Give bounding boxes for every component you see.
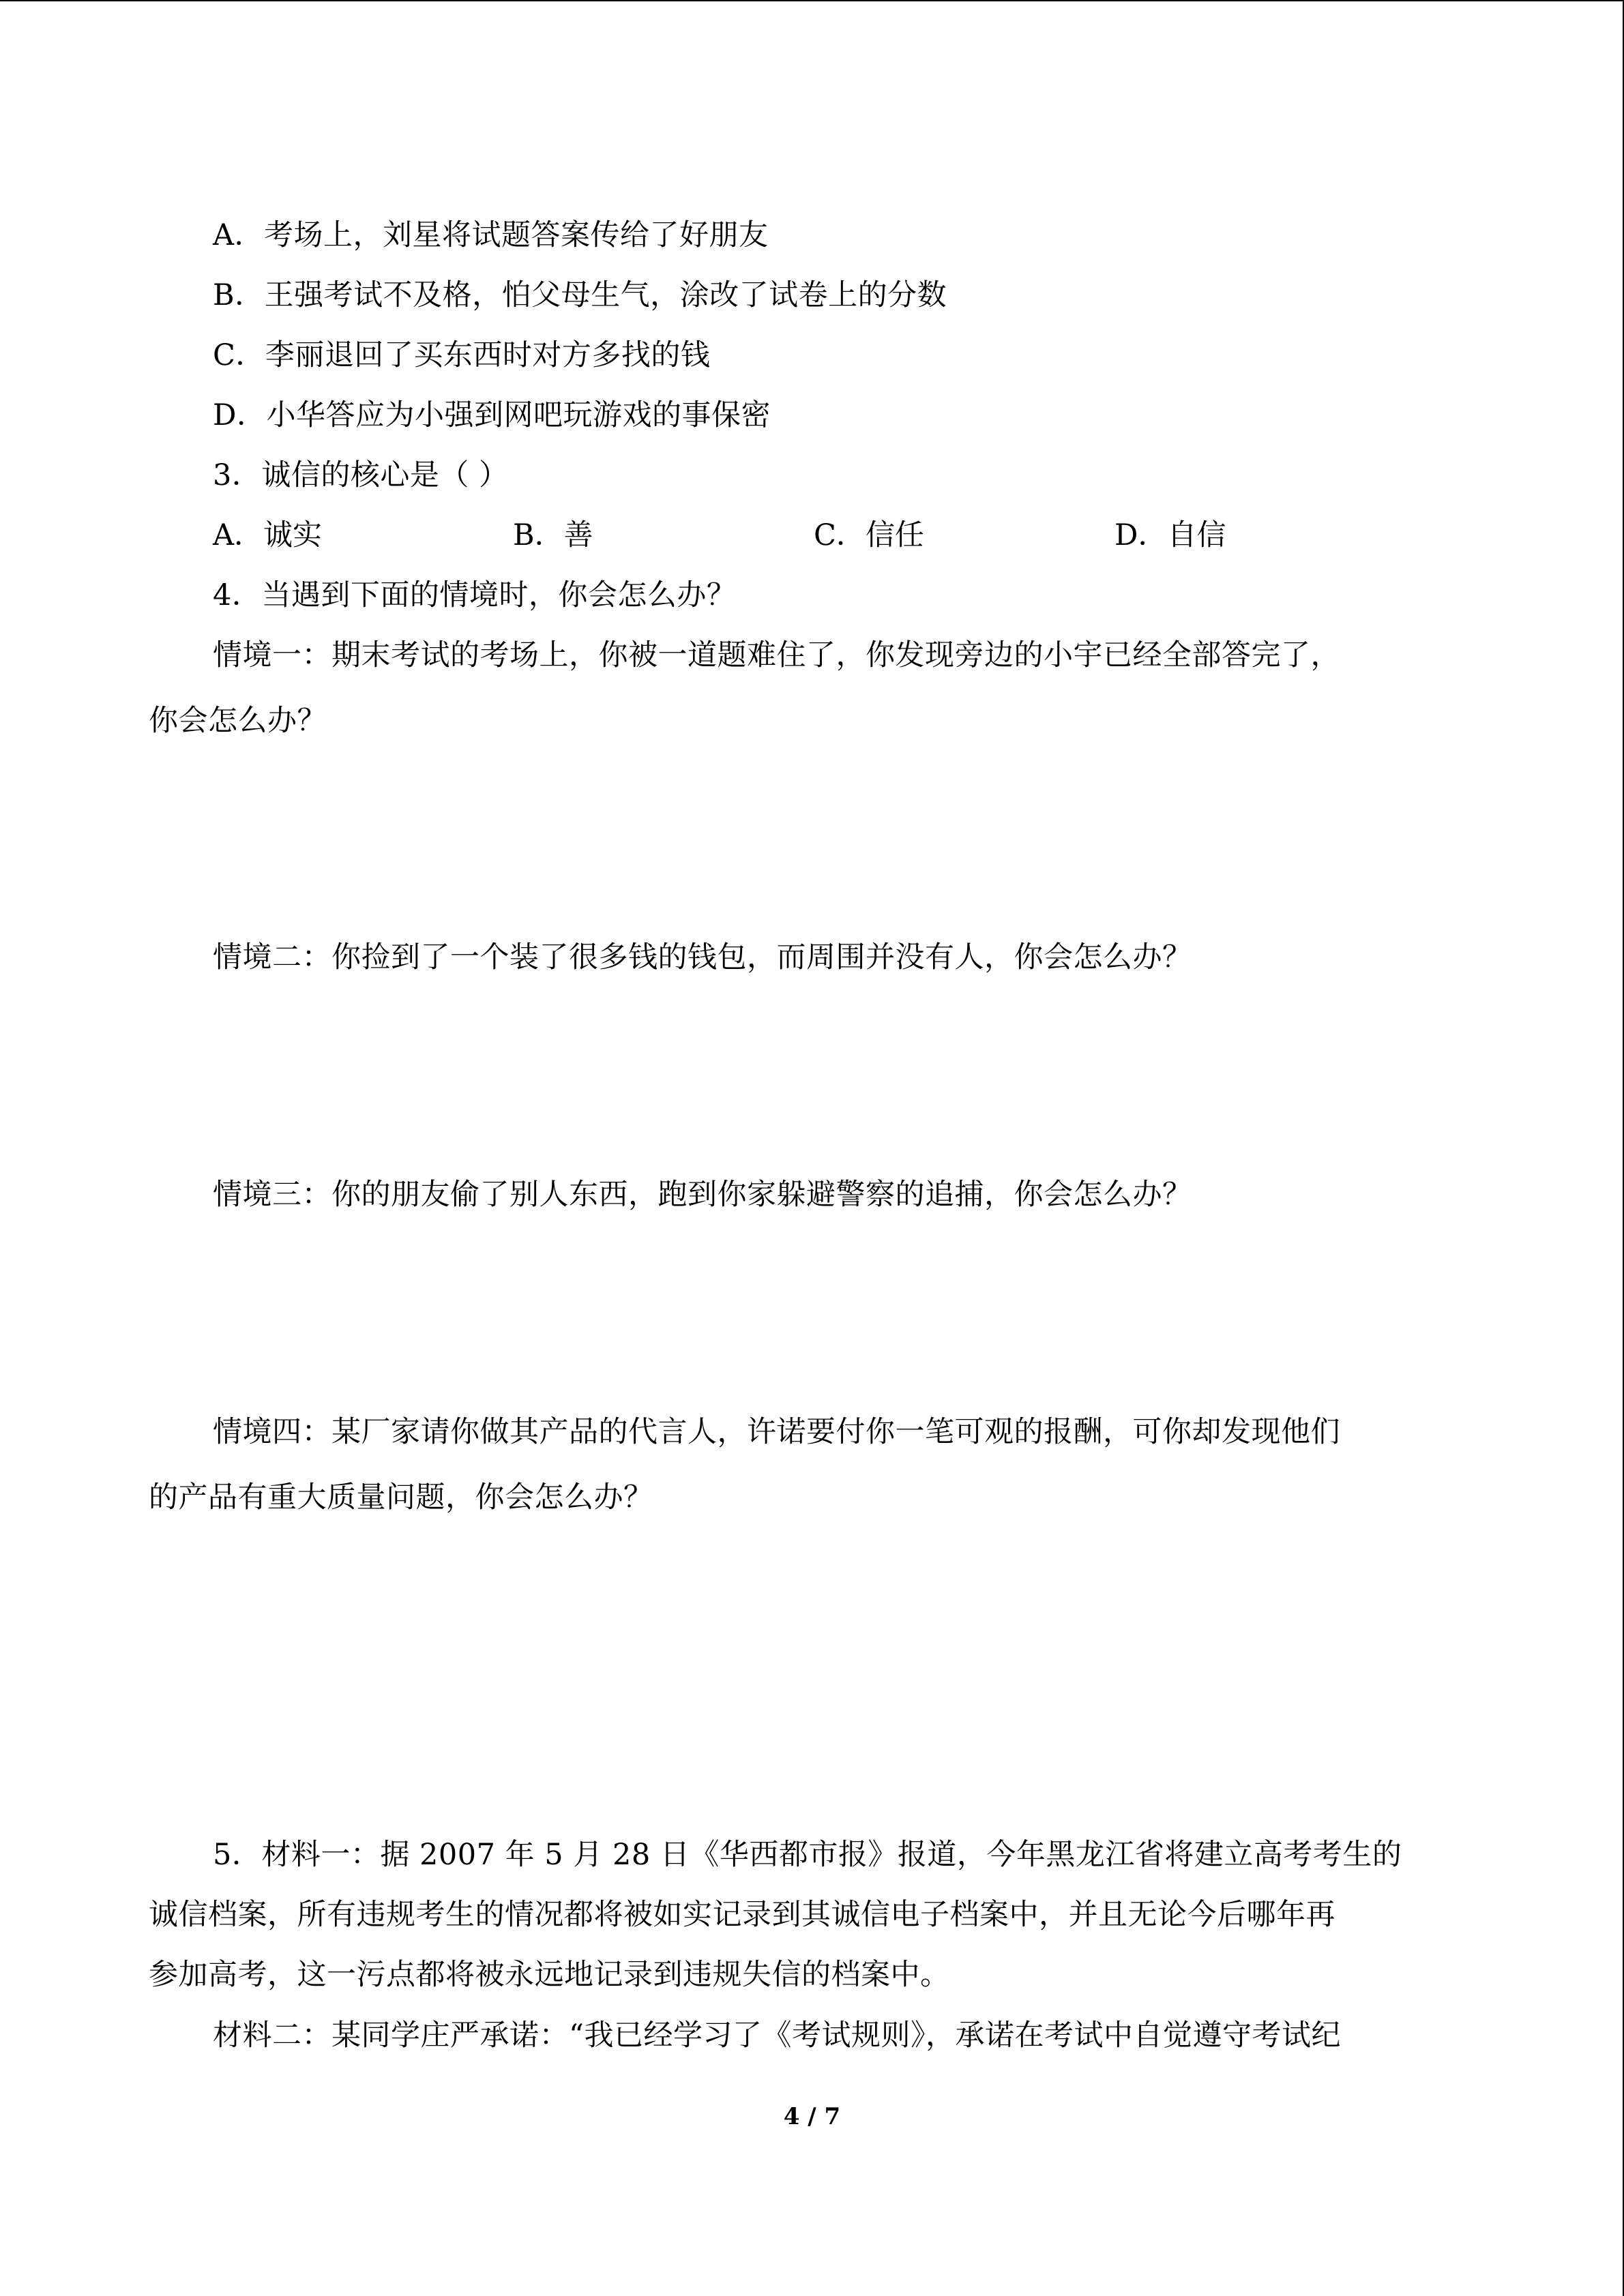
q3-stem: 3．诚信的核心是（ ） (213, 458, 509, 492)
q3-option-a: A．诚实 (213, 518, 323, 552)
q4-scenario1-line1: 情境一：期末考试的考场上，你被一道题难住了，你发现旁边的小宇已经全部答完了， (213, 638, 1340, 672)
q5-material2-line1: 材料二：某同学庄严承诺：“我已经学习了《考试规则》，承诺在考试中自觉遵守考试纪 (213, 2018, 1341, 2053)
q2-option-a: A．考场上，刘星将试题答案传给了好朋友 (213, 218, 769, 252)
page-number: 4 / 7 (783, 2103, 841, 2130)
q4-scenario3: 情境三：你的朋友偷了别人东西，跑到你家躲避警察的追捕，你会怎么办？ (213, 1178, 1192, 1212)
q2-option-d: D．小华答应为小强到网吧玩游戏的事保密 (213, 398, 771, 432)
q4-scenario4-line1: 情境四：某厂家请你做其产品的代言人，许诺要付你一笔可观的报酬，可你却发现他们 (213, 1415, 1340, 1449)
q5-material1-line1: 5．材料一：据 2007 年 5 月 28 日《华西都市报》报道，今年黑龙江省将建立高考考生的 (213, 1838, 1402, 1872)
q4-scenario1-line2: 你会怎么办？ (149, 704, 327, 738)
q4-stem: 4．当遇到下面的情境时，你会怎么办？ (213, 578, 737, 612)
q4-scenario4-line2: 的产品有重大质量问题，你会怎么办？ (149, 1480, 653, 1515)
q4-scenario2: 情境二：你捡到了一个装了很多钱的钱包，而周围并没有人，你会怎么办？ (213, 940, 1192, 974)
q3-option-b: B．善 (513, 518, 593, 552)
q2-option-c: C．李丽退回了买东西时对方多找的钱 (213, 338, 711, 372)
q3-option-d: D．自信 (1114, 518, 1226, 552)
q5-material1-line3: 参加高考，这一污点都将被永远地记录到违规失信的档案中。 (149, 1958, 950, 1992)
q2-option-b: B．王强考试不及格，怕父母生气，涂改了试卷上的分数 (213, 278, 947, 312)
q5-material1-line2: 诚信档案，所有违规考生的情况都将被如实记录到其诚信电子档案中，并且无论今后哪年再 (149, 1898, 1335, 1932)
q3-option-c: C．信任 (814, 518, 924, 552)
